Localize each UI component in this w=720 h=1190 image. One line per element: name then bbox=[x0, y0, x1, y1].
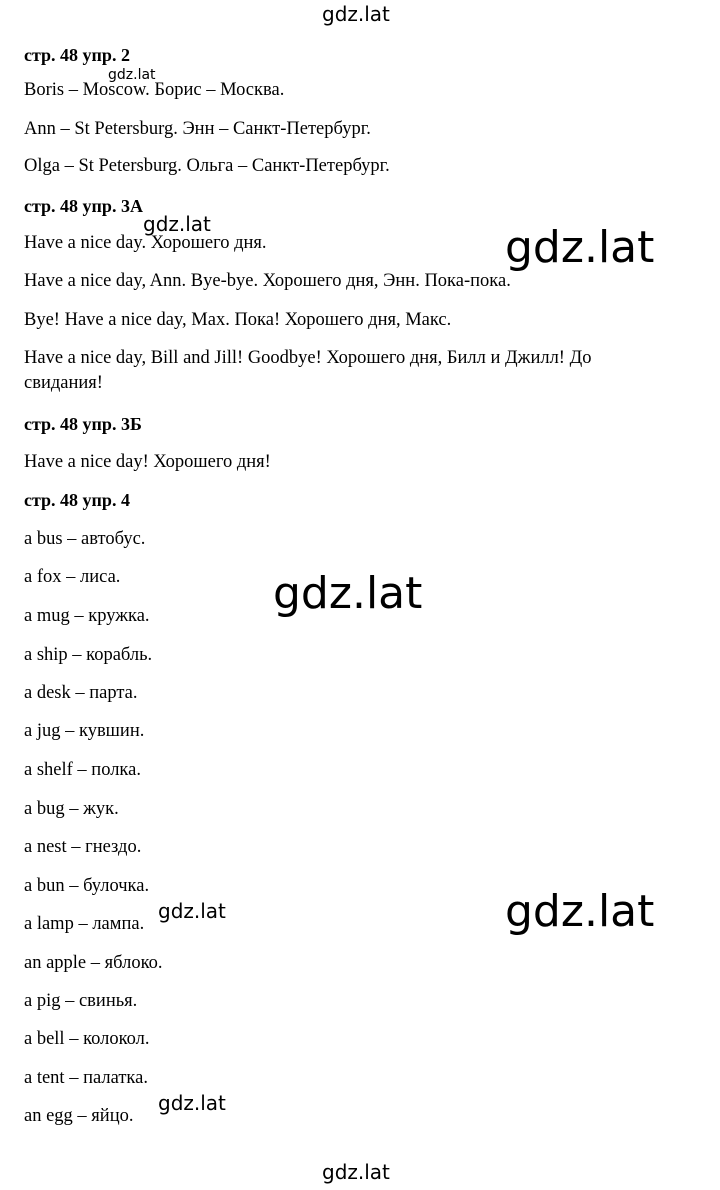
text-line: a bun – булочка. bbox=[24, 876, 150, 896]
watermark-bottom: gdz.lat bbox=[322, 1160, 390, 1184]
text-line: a lamp – лампа. bbox=[24, 914, 145, 934]
text-line: Ann – St Petersburg. Энн – Санкт-Петербург. bbox=[24, 119, 371, 139]
text-line: a pig – свинья. bbox=[24, 991, 138, 1011]
text-line: a bug – жук. bbox=[24, 799, 119, 819]
text-line: a ship – корабль. bbox=[24, 645, 153, 665]
text-line: a shelf – полка. bbox=[24, 760, 141, 780]
text-line: a bell – колокол. bbox=[24, 1029, 150, 1049]
text-line: a bus – автобус. bbox=[24, 529, 146, 549]
watermark-small-2: gdz.lat bbox=[143, 212, 211, 236]
watermark-small-4: gdz.lat bbox=[158, 1091, 226, 1115]
watermark-large-3: gdz.lat bbox=[505, 886, 655, 937]
exercise-heading: стр. 48 упр. 2 bbox=[24, 45, 130, 65]
text-line: Have a nice day, Bill and Jill! Goodbye! Хорошего дня, Билл и Джилл! До bbox=[24, 348, 592, 368]
text-line: a mug – кружка. bbox=[24, 606, 150, 626]
watermark-small-3: gdz.lat bbox=[158, 899, 226, 923]
text-line: свидания! bbox=[24, 373, 103, 393]
text-line: a jug – кувшин. bbox=[24, 721, 145, 741]
text-line: a tent – палатка. bbox=[24, 1068, 148, 1088]
exercise-heading: стр. 48 упр. 3А bbox=[24, 196, 143, 216]
watermark-small-1: gdz.lat bbox=[108, 67, 156, 83]
text-line: Bye! Have a nice day, Max. Пока! Хорошего дня, Макс. bbox=[24, 310, 452, 330]
text-line: a desk – парта. bbox=[24, 683, 138, 703]
text-line: a nest – гнездо. bbox=[24, 837, 142, 857]
text-line: Have a nice day! Хорошего дня! bbox=[24, 452, 271, 472]
watermark-top: gdz.lat bbox=[322, 2, 390, 26]
text-line: an egg – яйцо. bbox=[24, 1106, 134, 1126]
text-line: Have a nice day, Ann. Bye-bye. Хорошего дня, Энн. Пока-пока. bbox=[24, 271, 511, 291]
text-line: Boris – Moscow. Борис – Москва. bbox=[24, 80, 285, 100]
text-line: Olga – St Petersburg. Ольга – Санкт-Петербург. bbox=[24, 156, 390, 176]
text-line: a fox – лиса. bbox=[24, 567, 121, 587]
text-line: Have a nice day. Хорошего дня. bbox=[24, 233, 267, 253]
text-line: an apple – яблоко. bbox=[24, 953, 163, 973]
exercise-heading: стр. 48 упр. 4 bbox=[24, 490, 130, 510]
watermark-large-1: gdz.lat bbox=[505, 222, 655, 273]
exercise-heading: стр. 48 упр. 3Б bbox=[24, 414, 142, 434]
watermark-large-2: gdz.lat bbox=[273, 568, 423, 619]
